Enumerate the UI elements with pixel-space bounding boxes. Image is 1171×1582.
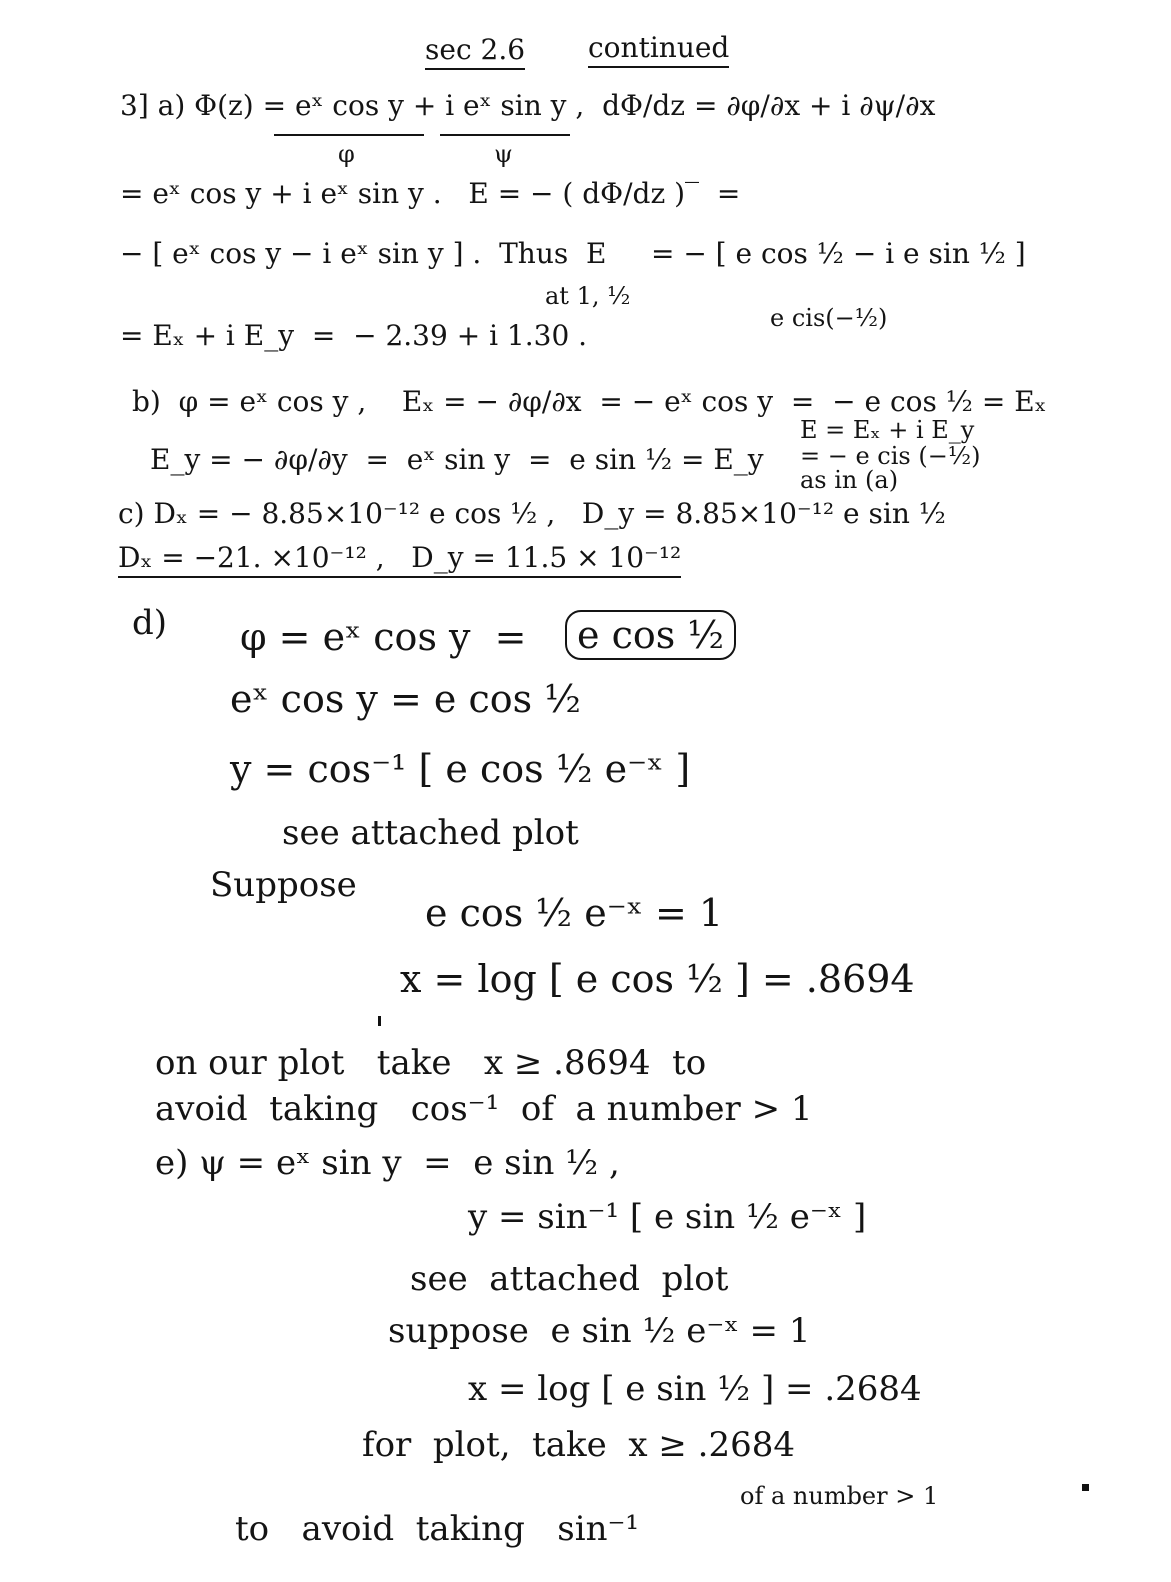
part-d-equation-1: φ = eˣ cos y =	[240, 615, 527, 659]
cis-brace-label: e cis(−½)	[770, 304, 888, 332]
phi-underbrace	[274, 134, 424, 136]
part-d-equation-2: eˣ cos y = e cos ½	[230, 677, 582, 721]
part-b-line-2: E_y = − ∂φ/∂y = eˣ sin y = e sin ½ = E_y	[150, 443, 764, 476]
part-a-line-1: 3] a) Φ(z) = eˣ cos y + i eˣ sin y , dΦ/dz = ∂φ/∂x + i ∂ψ/∂x	[120, 89, 936, 122]
part-e-x-equation: x = log [ e sin ½ ] = .2684	[468, 1369, 922, 1409]
part-e-line-1: e) ψ = eˣ sin y = e sin ½ ,	[155, 1143, 620, 1183]
part-e-see-plot: see attached plot	[410, 1259, 729, 1299]
part-e-line-2: y = sin⁻¹ [ e sin ½ e⁻ˣ ]	[468, 1197, 867, 1237]
part-d-note-line-2: avoid taking cos⁻¹ of a number > 1	[155, 1089, 813, 1129]
part-a-line-3: − [ eˣ cos y − i eˣ sin y ] . Thus E = − [ e cos ½ − i e sin ½ ]	[120, 237, 1026, 270]
section-heading: sec 2.6	[425, 36, 525, 70]
part-a-line-2: = eˣ cos y + i eˣ sin y . E = − ( dΦ/dz )‾ =	[120, 177, 741, 210]
part-d-equation-3: y = cos⁻¹ [ e cos ½ e⁻ˣ ]	[230, 747, 691, 791]
part-d-suppose-equation: e cos ½ e⁻ˣ = 1	[425, 891, 724, 935]
psi-brace-label: ψ	[494, 140, 513, 168]
psi-underbrace	[440, 134, 570, 136]
part-d-boxed-result: e cos ½	[565, 610, 736, 660]
part-a-result: = Eₓ + i E_y = − 2.39 + i 1.30 .	[120, 319, 588, 352]
part-d-label: d)	[132, 603, 168, 643]
part-d-x-equation: x = log [ e cos ½ ] = .8694	[400, 957, 915, 1001]
part-e-avoid-small: of a number > 1	[740, 1482, 939, 1510]
part-b-line-1: b) φ = eˣ cos y , Eₓ = − ∂φ/∂x = − eˣ cos y = − e cos ½ = Eₓ	[132, 385, 1047, 418]
part-b-note-1: E = Eₓ + i E_y	[800, 416, 975, 444]
continued-heading: continued	[588, 34, 729, 68]
margin-mark	[1082, 1484, 1089, 1491]
part-b-note-2: = − e cis (−½)	[800, 442, 981, 470]
phi-brace-label: φ	[338, 140, 355, 168]
part-d-suppose-label: Suppose	[210, 865, 357, 905]
stray-mark	[378, 1016, 381, 1026]
at-point-label: at 1, ½	[545, 282, 631, 310]
part-e-suppose: suppose e sin ½ e⁻ˣ = 1	[388, 1311, 811, 1351]
part-b-note-3: as in (a)	[800, 466, 899, 494]
part-c-line-2: Dₓ = −21. ×10⁻¹² , D_y = 11.5 × 10⁻¹²	[118, 544, 681, 578]
part-e-for-plot: for plot, take x ≥ .2684	[362, 1425, 796, 1465]
part-e-avoid: to avoid taking sin⁻¹	[235, 1509, 640, 1549]
part-d-see-plot: see attached plot	[282, 813, 579, 853]
part-d-note-line-1: on our plot take x ≥ .8694 to	[155, 1043, 707, 1083]
part-c-line-1: c) Dₓ = − 8.85×10⁻¹² e cos ½ , D_y = 8.85×10⁻¹² e sin ½	[118, 497, 946, 530]
